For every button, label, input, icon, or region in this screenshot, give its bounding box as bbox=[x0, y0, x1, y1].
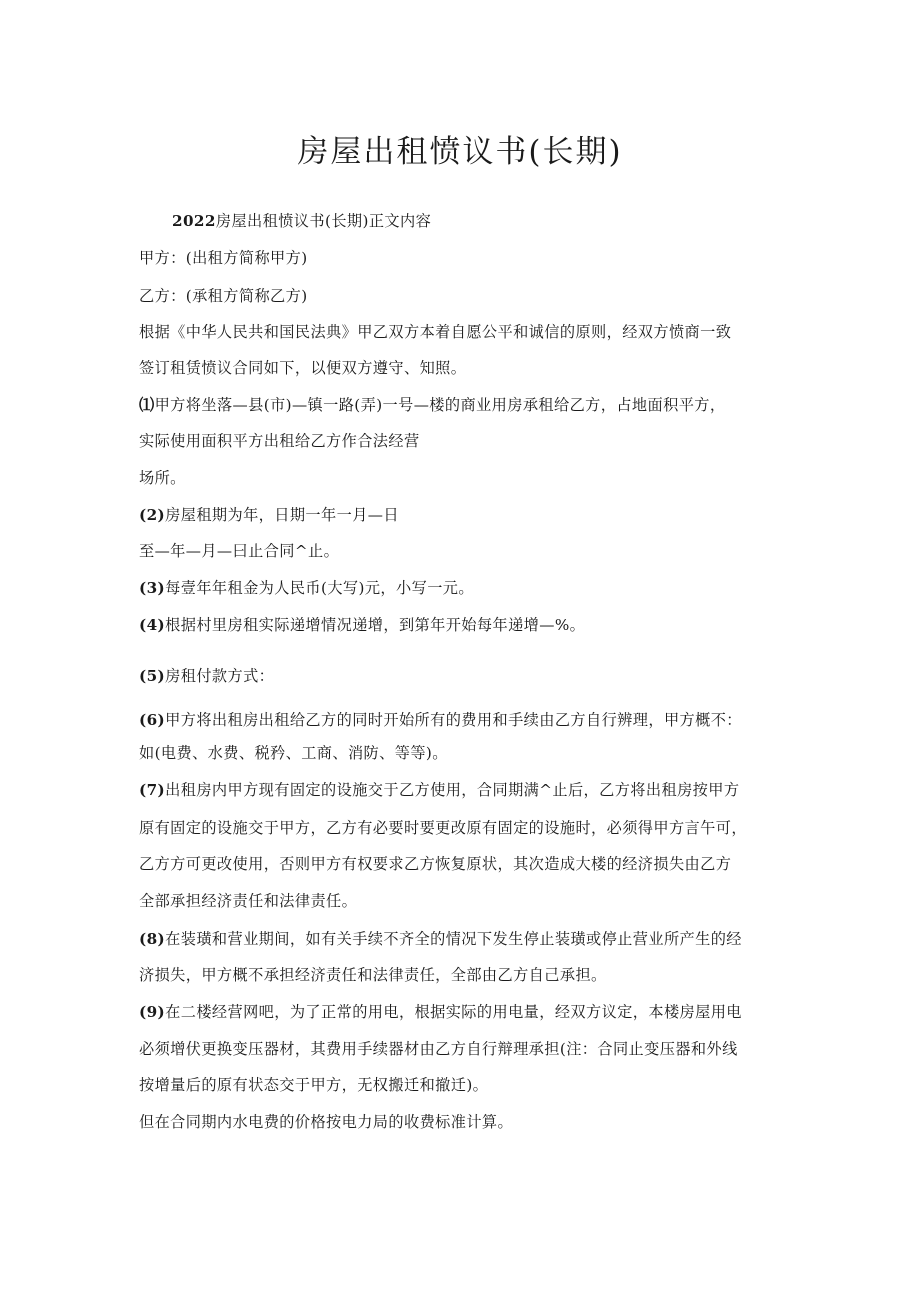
clause-number: (9) bbox=[139, 1003, 166, 1021]
body-line bbox=[139, 818, 747, 838]
line-text: 在二楼经营网吧，为了正常的用电，根据实际的用电量，经双方议定，本楼房屋用电 bbox=[165, 1003, 742, 1021]
line-text: 乙方方可更改使用，否则甲方有权要求乙方恢复原状，其次造成大楼的经济损失由乙方 bbox=[139, 855, 732, 873]
line-text: 原有固定的设施交于甲方，乙方有必要时要更改原有固定的设施时，必须得甲方言午可， bbox=[139, 819, 747, 837]
document-title: 房屋出租愤议书(长期) bbox=[297, 134, 623, 170]
clause-9 bbox=[139, 1002, 742, 1022]
body-line bbox=[139, 854, 731, 874]
line-text: 如(电费、水费、税矜、工商、消防、等等)。 bbox=[139, 744, 448, 762]
line-text: 按增量后的原有状态交于甲方，无权搬迁和撤迁)。 bbox=[139, 1076, 489, 1094]
line-text: 房屋出租愤议书(长期)正文内容 bbox=[215, 212, 432, 230]
clause-8 bbox=[139, 929, 742, 949]
line-text: 每壹年年租金为人民币(大写)元，小写一元。 bbox=[165, 579, 474, 597]
body-line bbox=[139, 286, 308, 306]
line-text: 场所。 bbox=[139, 469, 186, 487]
body-line bbox=[139, 965, 607, 985]
line-text: 全部承担经济责任和法律责任。 bbox=[139, 892, 358, 910]
body-line bbox=[172, 211, 431, 231]
clause-number: (2) bbox=[139, 506, 166, 524]
clause-6 bbox=[139, 710, 742, 730]
clause-number: (7) bbox=[139, 781, 166, 799]
body-line bbox=[139, 358, 466, 378]
line-text: 济损失，甲方概不承担经济责任和法律责任，全部由乙方自己承担。 bbox=[139, 966, 607, 984]
line-text: 根据村里房租实际递增情况递增，到第年开始每年递增—%。 bbox=[165, 616, 586, 634]
line-text: 乙方：(承租方简称乙方) bbox=[139, 287, 308, 305]
line-text: 甲方将出租房出租给乙方的同时开始所有的费用和手续由乙方自行辨理，甲方概不： bbox=[165, 711, 742, 729]
line-text: 但在合同期内水电费的价格按电力局的收费标准计算。 bbox=[139, 1113, 514, 1131]
clause-2 bbox=[139, 505, 399, 525]
clause-number: (3) bbox=[139, 579, 166, 597]
year-label: 2022 bbox=[172, 212, 216, 230]
line-text: 房租付款方式： bbox=[165, 667, 275, 685]
clause-4 bbox=[139, 615, 585, 635]
line-text: 根据《中华人民共和国民法典》甲乙双方本着自愿公平和诚信的原则，经双方愤商一致 bbox=[139, 323, 732, 341]
line-text: 实际使用面积平方出租给乙方作合法经营 bbox=[139, 432, 420, 450]
clause-number: (8) bbox=[139, 930, 166, 948]
clause-1 bbox=[139, 395, 725, 415]
body-line bbox=[139, 743, 448, 763]
line-text: 在装璜和营业期间，如有关手续不齐全的情况下发生停止装璜或停止营业所产生的经 bbox=[165, 930, 742, 948]
line-text: 签订租赁愤议合同如下，以便双方遵守、知照。 bbox=[139, 359, 467, 377]
line-text: 出租房内甲方现有固定的设施交于乙方使用，合同期满^止后，乙方将出租房按甲方 bbox=[165, 781, 740, 799]
line-text: 甲方：(出租方简称甲方) bbox=[139, 249, 308, 267]
body-line bbox=[139, 248, 308, 268]
line-text: 至—年—月—曰止合同^止。 bbox=[139, 542, 340, 560]
line-text: 甲方将坐落—县(市)—镇一路(弄)一号—楼的商业用房承租给乙方，占地面积平方， bbox=[154, 396, 726, 414]
clause-number: ⑴ bbox=[139, 396, 155, 414]
clause-3 bbox=[139, 578, 474, 598]
body-line bbox=[139, 541, 339, 561]
clause-5 bbox=[139, 666, 274, 686]
body-line bbox=[139, 1075, 488, 1095]
clause-number: (4) bbox=[139, 616, 166, 634]
body-line bbox=[139, 322, 731, 342]
clause-number: (5) bbox=[139, 667, 166, 685]
body-line bbox=[139, 891, 357, 911]
clause-7 bbox=[139, 780, 739, 800]
line-text: 必须增伏更换变压器材，其费用手续器材由乙方自行辩理承担(注：合同止变压器和外线 bbox=[139, 1040, 738, 1058]
body-line bbox=[139, 431, 420, 451]
body-line bbox=[139, 1039, 738, 1059]
clause-number: (6) bbox=[139, 711, 166, 729]
body-line bbox=[139, 1112, 513, 1132]
body-line bbox=[139, 468, 186, 488]
line-text: 房屋租期为年，日期一年一月—日 bbox=[165, 506, 399, 524]
